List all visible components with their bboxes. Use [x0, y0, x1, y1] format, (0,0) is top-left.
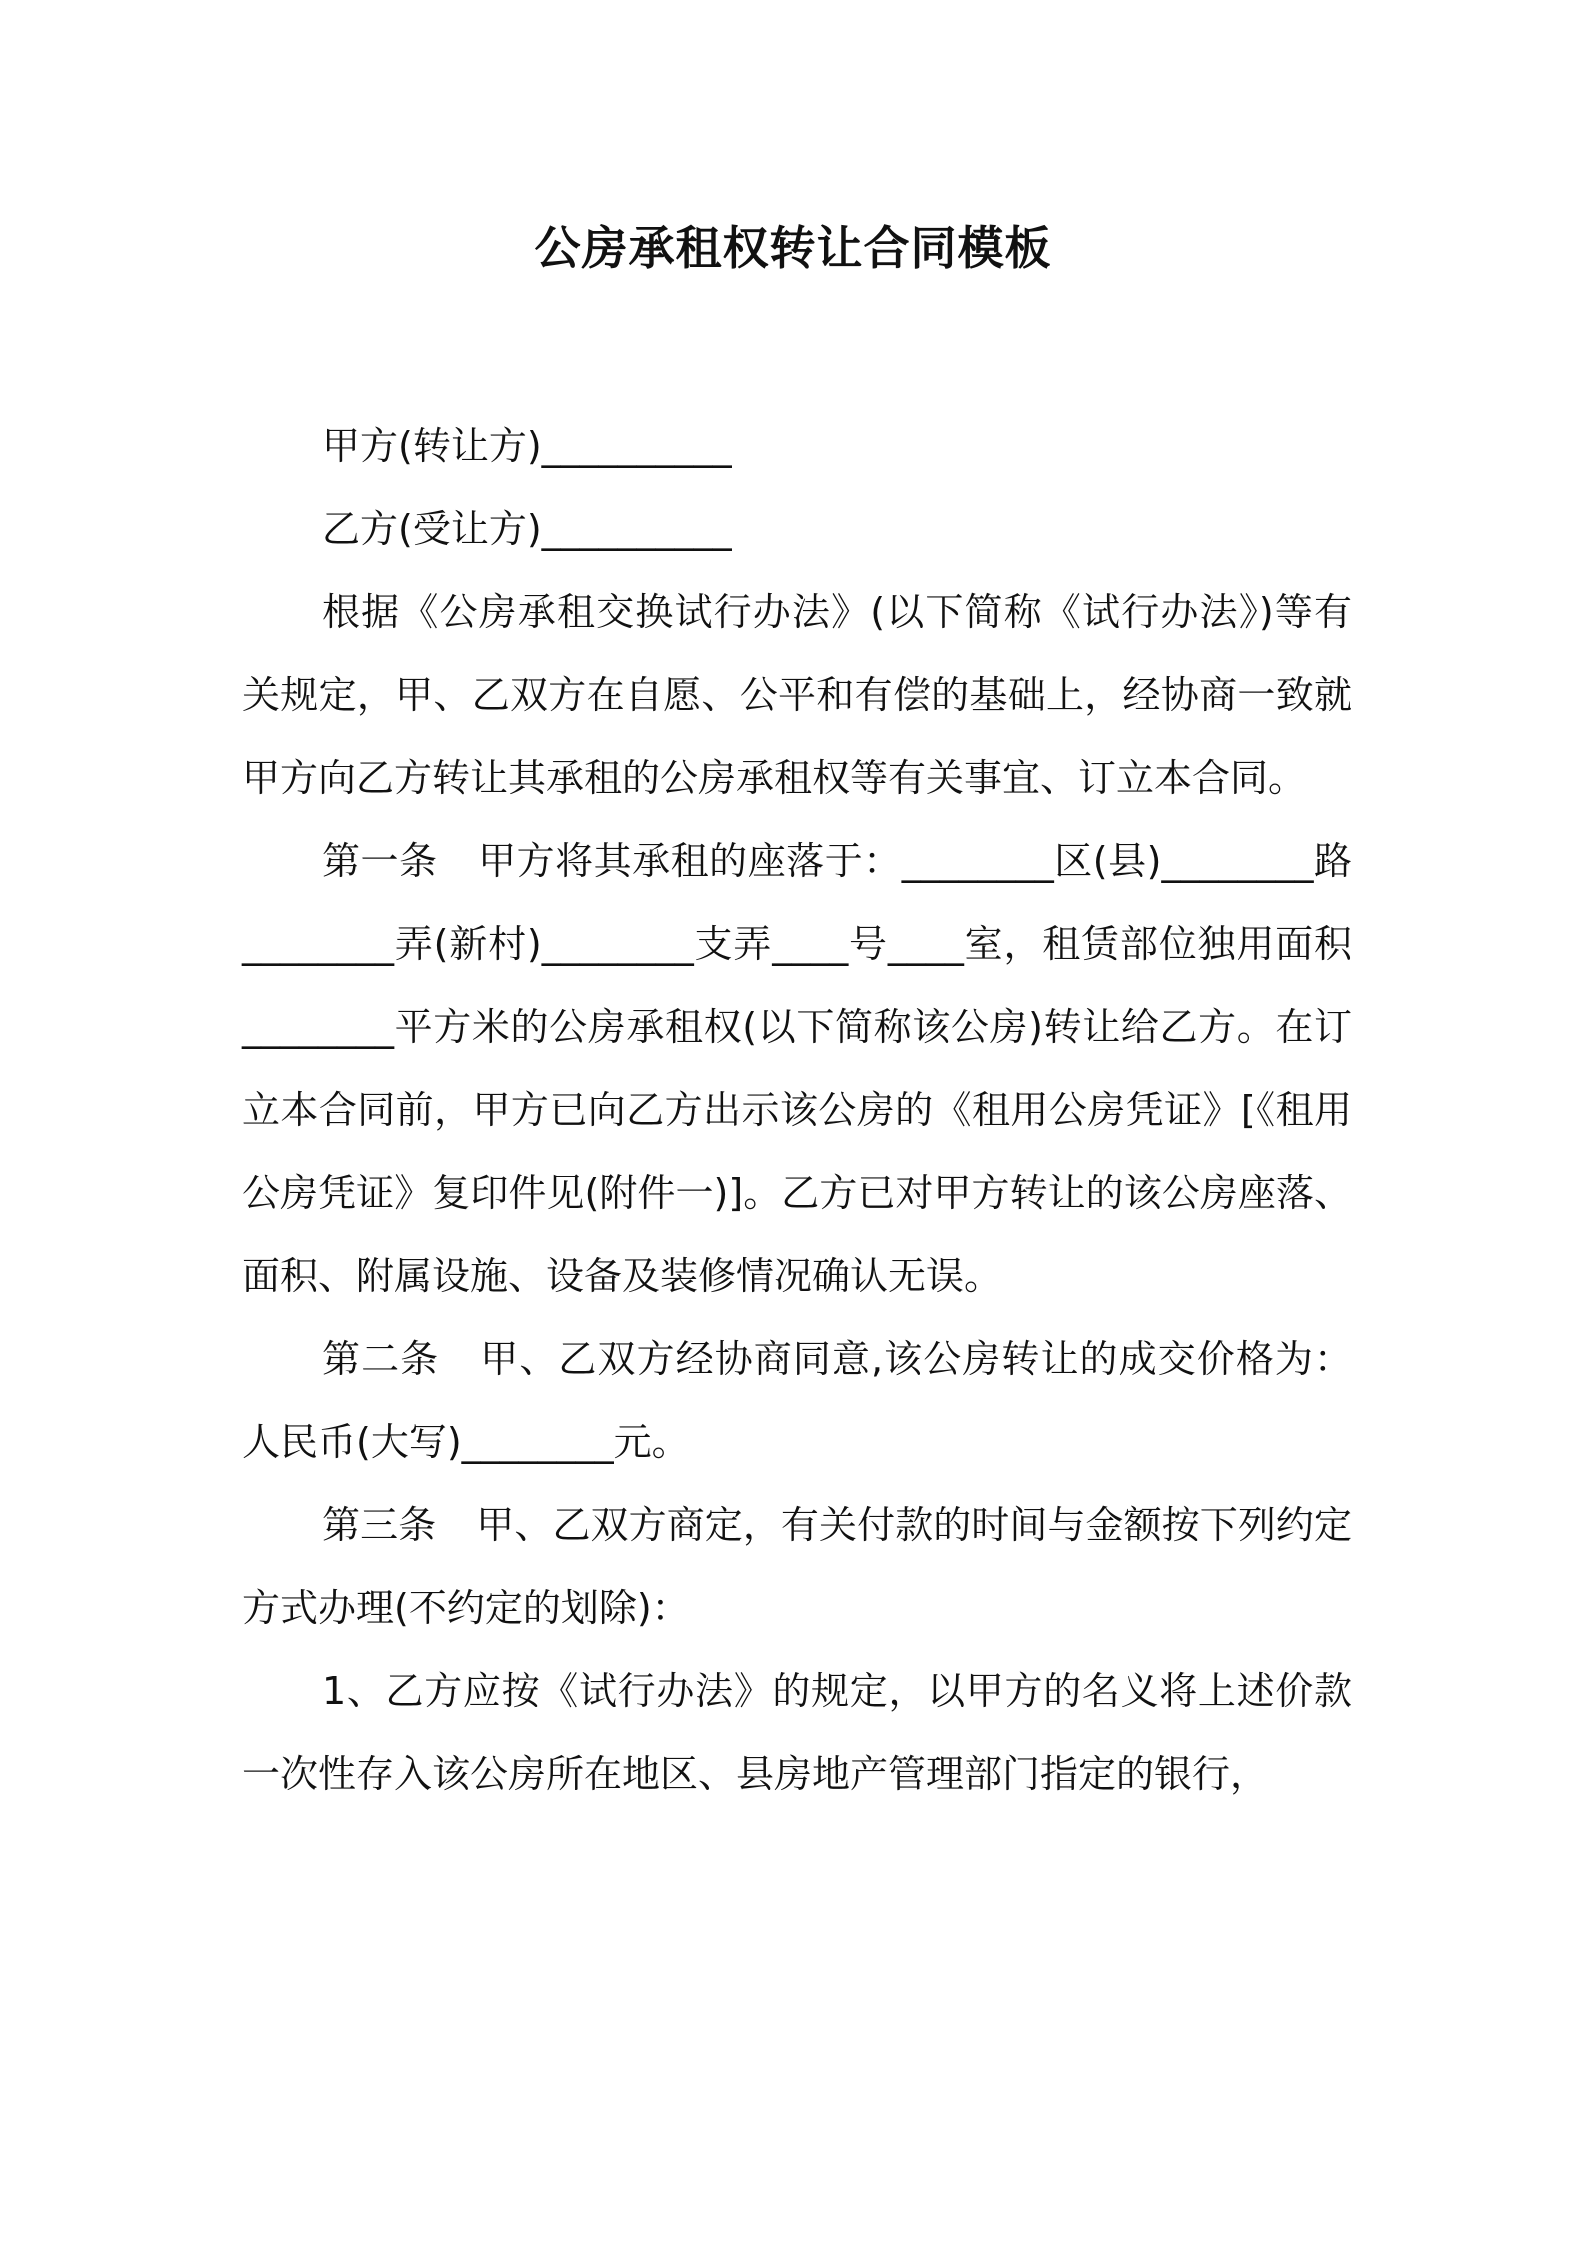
payment-item-1-paragraph: 1、乙方应按《试行办法》的规定，以甲方的名义将上述价款一次性存入该公房所在地区、县房地产管理部门指定的银行， [242, 1669, 1352, 1796]
preamble-paragraph: 根据《公房承租交换试行办法》(以下简称《试行办法》)等有关规定，甲、乙双方在自愿、公平和有偿的基础上，经协商一致就甲方向乙方转让其承租的公房承租权等有关事宜、订立本合同。 [242, 590, 1352, 800]
party-b-line: 乙方(受让方)__________ [322, 507, 732, 551]
article-3-label: 第三条 [322, 1503, 437, 1547]
article-3-text: 甲、乙双方商定，有关付款的时间与金额按下列约定方式办理(不约定的划除)： [242, 1503, 1352, 1630]
article-1-text: 甲方将其承租的座落于：________区(县)________路________弄(新村)________支弄____号____室，租赁部位独用面积________平方米的公房承租权(以下简称该公房)转让给乙方。在订立本合同前，甲方已向乙方出示该公房的《租用公房凭证》[《租用公房凭证》复印件见(附件一)]。乙方已对甲方转让的该公房座落、面积、附属设施、设备及装修情况确认无误。 [242, 839, 1352, 1298]
party-a-line: 甲方(转让方)__________ [322, 424, 732, 468]
article-2-text: 甲、乙双方经协商同意,该公房转让的成交价格为：人民币(大写)________元。 [242, 1337, 1352, 1464]
article-1-label: 第一条 [322, 839, 438, 883]
article-2-label: 第二条 [322, 1337, 440, 1381]
article-2-paragraph [242, 1318, 1352, 1484]
article-3-paragraph [242, 1484, 1352, 1650]
article-1-paragraph [242, 820, 1352, 1318]
document-title: 公房承租权转让合同模板 [534, 221, 1052, 275]
document-body [242, 405, 1352, 1816]
